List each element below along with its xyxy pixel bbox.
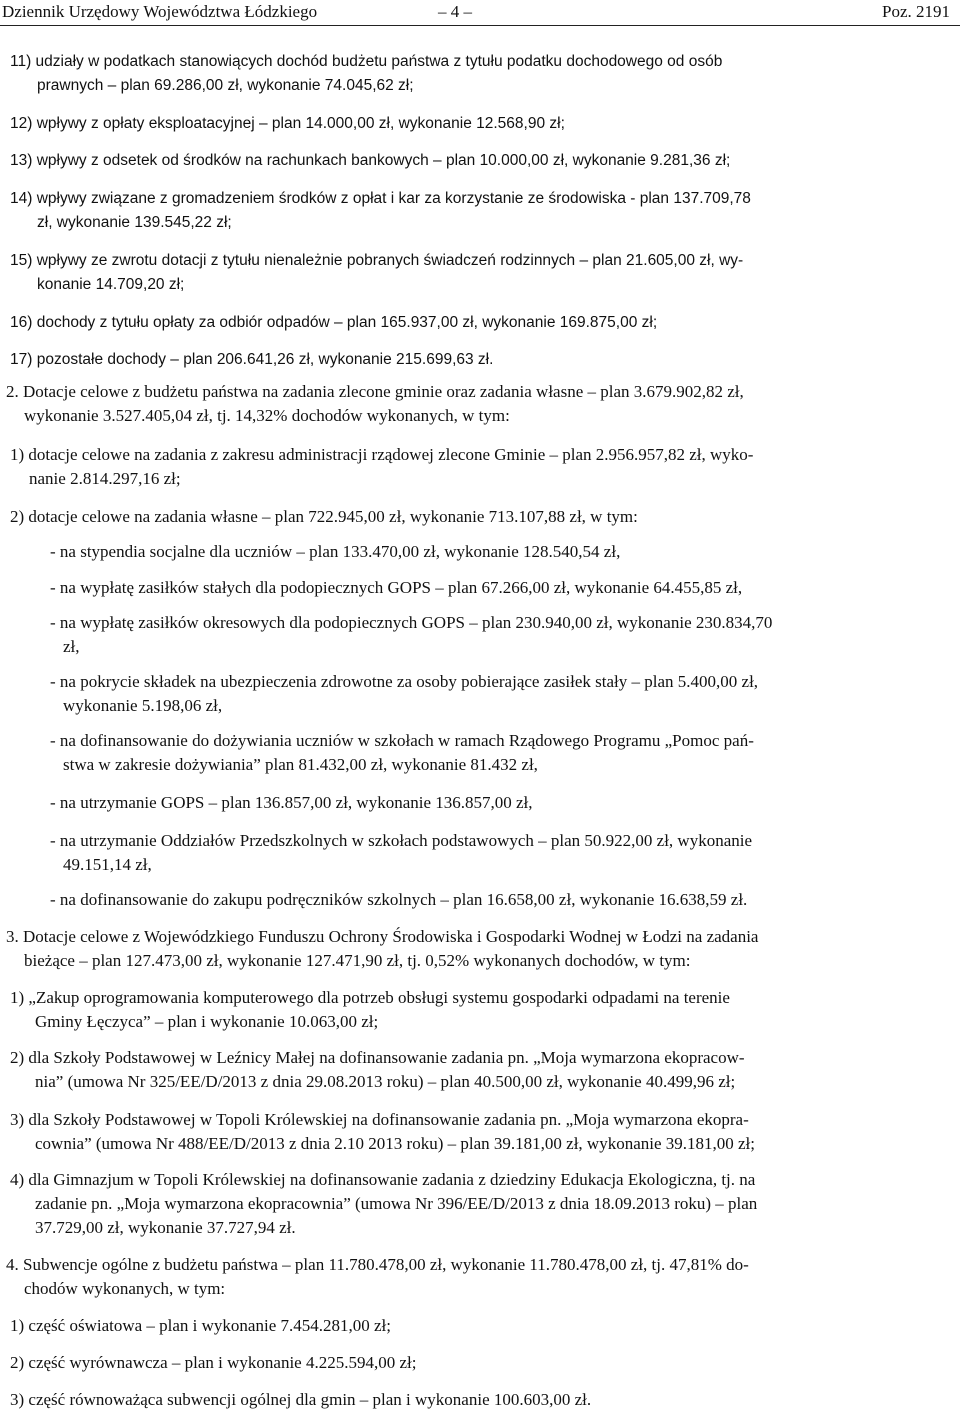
text-line: konanie 14.709,20 zł; xyxy=(37,276,185,293)
text-line: 1) „Zakup oprogramowania komputerowego dla potrzeb obsługi systemu gospodarki odpadami na terenie xyxy=(10,988,730,1007)
text-line: 3) dla Szkoły Podstawowej w Topoli Królewskiej na dofinansowanie zadania pn. „Moja wymarzona ekopra- xyxy=(10,1110,749,1129)
text-line: 3. Dotacje celowe z Wojewódzkiego Funduszu Ochrony Środowiska i Gospodarki Wodnej w Łodzi na zadania xyxy=(6,927,759,946)
text-line: - na stypendia socjalne dla uczniów – plan 133.470,00 zł, wykonanie 128.540,54 zł, xyxy=(50,542,621,561)
text-line: 49.151,14 zł, xyxy=(63,855,152,874)
text-line: 12) wpływy z opłaty eksploatacyjnej – plan 14.000,00 zł, wykonanie 12.568,90 zł; xyxy=(10,115,565,132)
text-line: zł, wykonanie 139.545,22 zł; xyxy=(37,214,232,231)
text-line: 2) dotacje celowe na zadania własne – plan 722.945,00 zł, wykonanie 713.107,88 zł, w tym: xyxy=(10,507,638,526)
text-line: zadanie pn. „Moja wymarzona ekopracownia” (umowa Nr 396/EE/D/2013 z dnia 18.09.2013 roku) – plan xyxy=(35,1194,758,1213)
text-line: 14) wpływy związane z gromadzeniem środków z opłat i kar za korzystanie ze środowiska - plan 137.709,78 xyxy=(10,190,751,207)
position-number: Poz. 2191 xyxy=(882,2,950,21)
text-line: 37.729,00 zł, wykonanie 37.727,94 zł. xyxy=(35,1218,296,1237)
text-line: bieżące – plan 127.473,00 zł, wykonanie 127.471,90 zł, tj. 0,52% wykonanych dochodów, w tym: xyxy=(24,951,691,970)
text-line: - na wypłatę zasiłków okresowych dla podopiecznych GOPS – plan 230.940,00 zł, wykonanie 230.834,70 xyxy=(50,613,773,632)
text-line: Gminy Łęczyca” – plan i wykonanie 10.063,00 zł; xyxy=(35,1012,379,1031)
text-line: nanie 2.814.297,16 zł; xyxy=(29,469,181,488)
text-line: 4) dla Gimnazjum w Topoli Królewskiej na dofinansowanie zadania z dziedziny Edukacja Ekologiczna, tj. na xyxy=(10,1170,756,1189)
text-line: 16) dochody z tytułu opłaty za odbiór odpadów – plan 165.937,00 zł, wykonanie 169.875,00 zł; xyxy=(10,314,658,331)
text-line: - na utrzymanie GOPS – plan 136.857,00 zł, wykonanie 136.857,00 zł, xyxy=(50,793,533,812)
text-line: 11) udziały w podatkach stanowiących dochód budżetu państwa z tytułu podatku dochodowego od osób xyxy=(10,53,723,70)
page-header xyxy=(0,0,960,26)
text-line: - na pokrycie składek na ubezpieczenia zdrowotne za osoby pobierające zasiłek stały – plan 5.400,00 zł, xyxy=(50,672,759,691)
text-line: 1) dotacje celowe na zadania z zakresu administracji rządowej zlecone Gminie – plan 2.956.957,82 zł, wyko- xyxy=(10,445,754,464)
page-number: – 4 – xyxy=(438,2,472,21)
text-line: wykonanie 5.198,06 zł, xyxy=(63,696,223,715)
text-line: - na utrzymanie Oddziałów Przedszkolnych w szkołach podstawowych – plan 50.922,00 zł, wykonanie xyxy=(50,831,753,850)
text-line: stwa w zakresie dożywiania” plan 81.432,00 zł, wykonanie 81.432 zł, xyxy=(63,755,538,774)
text-line: 17) pozostałe dochody – plan 206.641,26 zł, wykonanie 215.699,63 zł. xyxy=(10,351,494,368)
text-line: 13) wpływy z odsetek od środków na rachunkach bankowych – plan 10.000,00 zł, wykonanie 9.281,36 zł; xyxy=(10,152,731,169)
journal-title: Dziennik Urzędowy Województwa Łódzkiego xyxy=(2,2,318,21)
text-line: 3) część równoważąca subwencji ogólnej dla gmin – plan i wykonanie 100.603,00 zł. xyxy=(10,1390,592,1409)
text-line: - na dofinansowanie do zakupu podręczników szkolnych – plan 16.658,00 zł, wykonanie 16.638,59 zł. xyxy=(50,890,748,909)
text-line: - na wypłatę zasiłków stałych dla podopiecznych GOPS – plan 67.266,00 zł, wykonanie 64.455,85 zł, xyxy=(50,578,743,597)
text-line: zł, xyxy=(63,637,80,656)
text-line: chodów wykonanych, w tym: xyxy=(24,1279,226,1298)
text-line: prawnych – plan 69.286,00 zł, wykonanie 74.045,62 zł; xyxy=(37,77,414,94)
text-line: 2) dla Szkoły Podstawowej w Leźnicy Małej na dofinansowanie zadania pn. „Moja wymarzona ekopracow- xyxy=(10,1048,745,1067)
text-line: 15) wpływy ze zwrotu dotacji z tytułu nienależnie pobranych świadczeń rodzinnych – plan 21.605,00 zł, wy- xyxy=(10,252,744,269)
text-line: cownia” (umowa Nr 488/EE/D/2013 z dnia 2.10 2013 roku) – plan 39.181,00 zł, wykonanie 39.181,00 zł; xyxy=(35,1134,756,1153)
text-line: 2. Dotacje celowe z budżetu państwa na zadania zlecone gminie oraz zadania własne – plan 3.679.902,82 zł, xyxy=(6,382,744,401)
text-line: wykonanie 3.527.405,04 zł, tj. 14,32% dochodów wykonanych, w tym: xyxy=(24,406,510,425)
text-line: 2) część wyrównawcza – plan i wykonanie 4.225.594,00 zł; xyxy=(10,1353,417,1372)
text-line: 4. Subwencje ogólne z budżetu państwa – plan 11.780.478,00 zł, wykonanie 11.780.478,00 zł, tj. 47,81% do- xyxy=(6,1255,749,1274)
text-line: nia” (umowa Nr 325/EE/D/2013 z dnia 29.08.2013 roku) – plan 40.500,00 zł, wykonanie 40.499,96 zł; xyxy=(35,1072,736,1091)
text-line: - na dofinansowanie do dożywiania uczniów w szkołach w ramach Rządowego Programu „Pomoc pań- xyxy=(50,731,754,750)
text-line: 1) część oświatowa – plan i wykonanie 7.454.281,00 zł; xyxy=(10,1316,391,1335)
